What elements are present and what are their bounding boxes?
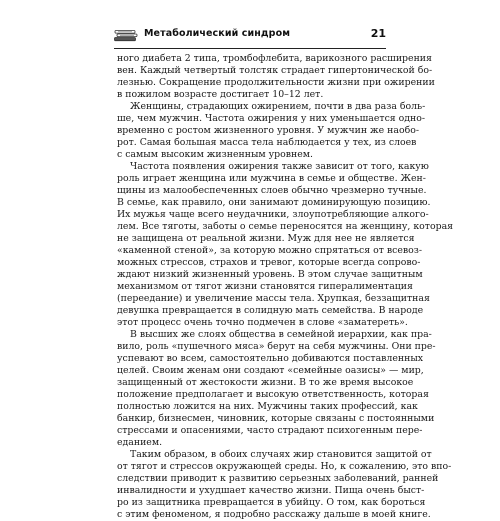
text-line: инвалидности и ухудшает качество жизни. Пища очень быст- bbox=[117, 485, 425, 496]
text-line: ного диабета 2 типа, тромбофлебита, варикозного расширения bbox=[117, 53, 432, 64]
text-line: защищенный от жестокости жизни. В то же время высокое bbox=[117, 377, 414, 388]
text-line: (переедание) и увеличение массы тела. Хрупкая, беззащитная bbox=[117, 293, 430, 304]
text-line: банкир, бизнесмен, чиновник, которые связаны с постоянными bbox=[117, 413, 435, 424]
text-line: рот. Самая большая масса тела наблюдается у тех, из слоев bbox=[117, 137, 417, 148]
text-line: этот процесс очень точно подмечен в слове «заматереть». bbox=[117, 317, 408, 328]
text-line: Частота появления ожирения также зависит от того, какую bbox=[130, 161, 429, 172]
text-line: Женщины, страдающих ожирением, почти в два раза боль- bbox=[130, 101, 426, 112]
text-line: ждают низкий жизненный уровень. В этом случае защитным bbox=[117, 269, 423, 280]
text-line: целей. Своим женам они создают «семейные оазисы» — мир, bbox=[117, 365, 424, 376]
text-line: следствии приводит к развитию серьезных заболеваний, ранней bbox=[117, 473, 439, 484]
text-line: еданием. bbox=[117, 437, 163, 448]
text-line: «каменной стеной», за которую можно спрятаться от всевоз- bbox=[117, 245, 423, 256]
text-line: Таким образом, в обоих случаях жир становится защитой от bbox=[130, 449, 432, 460]
text-line: положение предполагает и высокую ответственность, которая bbox=[117, 389, 429, 400]
text-line: успевают во всем, самостоятельно добиваются поставленных bbox=[117, 353, 424, 364]
text-line: стрессами и опасениями, часто страдают психогенным пере- bbox=[117, 425, 423, 436]
running-head bbox=[114, 27, 386, 47]
header-rule bbox=[114, 48, 386, 49]
text-line: щины из малообеспеченных слоев обычно чрезмерно тучные. bbox=[117, 185, 427, 196]
text-line: лем. Все тяготы, заботы о семье переносятся на женщину, которая bbox=[117, 221, 454, 232]
text-line: Их мужья чаще всего неудачники, злоупотребляющие алкого- bbox=[117, 209, 429, 220]
text-line: ро из защитника превращается в убийцу. О том, как бороться bbox=[117, 497, 426, 508]
text-line: вило, роль «пушечного мяса» берут на себя мужчины. Они пре- bbox=[117, 341, 436, 352]
text-line: от тягот и стрессов окружающей среды. Но, к сожалению, это впо- bbox=[117, 461, 452, 472]
text-line: В семье, как правило, они занимают доминирующую позицию. bbox=[117, 197, 431, 208]
text-line: с самым высоким жизненным уровнем. bbox=[117, 149, 313, 160]
section-title: Метаболический синдром bbox=[144, 28, 291, 39]
text-line: в пожилом возрасте достигает 10–12 лет. bbox=[117, 89, 324, 100]
book-stack-icon bbox=[114, 30, 138, 42]
text-line: девушка превращается в солидную мать семейства. В народе bbox=[117, 305, 424, 316]
text-line: роль играет женщина или мужчина в семье и обществе. Жен- bbox=[117, 173, 426, 184]
page-number: 21 bbox=[370, 27, 386, 40]
text-line: можных стрессов, страхов и тревог, которые всегда сопрово- bbox=[117, 257, 421, 268]
body-text bbox=[117, 53, 454, 521]
text-line: механизмом от тягот жизни становятся гипералиментация bbox=[117, 281, 413, 292]
text-line: лезнью. Сокращение продолжительности жизни при ожирении bbox=[117, 77, 435, 88]
text-line: вен. Каждый четвертый толстяк страдает гипертонической бо- bbox=[117, 65, 433, 76]
text-line: полностью ложится на них. Мужчины таких профессий, как bbox=[117, 401, 418, 412]
text-line: В высших же слоях общества в семейной иерархии, как пра- bbox=[130, 329, 432, 340]
text-line: ше, чем мужчин. Частота ожирения у них уменьшается одно- bbox=[117, 113, 426, 124]
text-line: с этим феноменом, я подробно расскажу дальше в моей книге. bbox=[117, 509, 431, 520]
text-line: не защищена от реальной жизни. Муж для нее не является bbox=[117, 233, 415, 244]
text-line: временно с ростом жизненного уровня. У мужчин же наобо- bbox=[117, 125, 419, 136]
